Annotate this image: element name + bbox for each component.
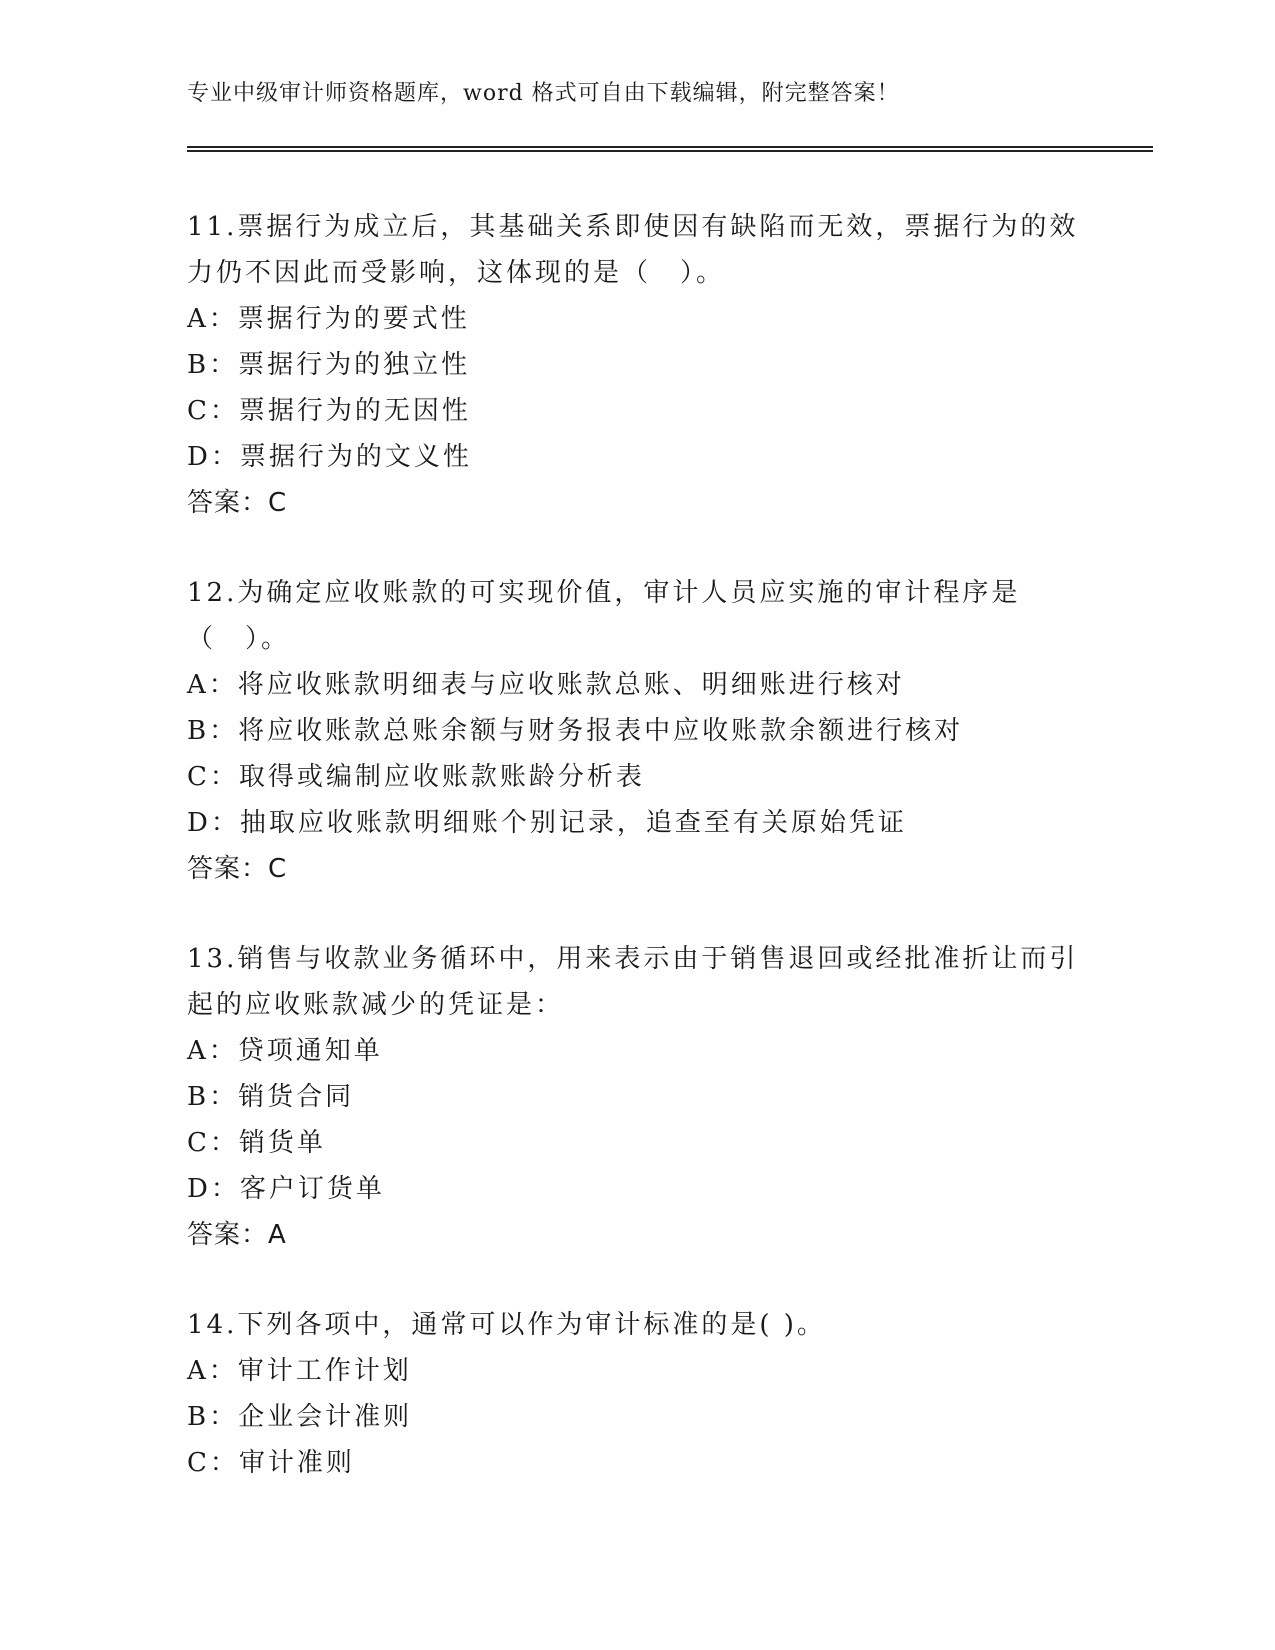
option-d: D：票据行为的文义性	[187, 442, 472, 472]
option-a: A：票据行为的要式性	[187, 304, 470, 334]
option-c: C：审计准则	[187, 1448, 355, 1478]
answer: 答案：A	[187, 1220, 287, 1250]
option-d: D：抽取应收账款明细账个别记录，追查至有关原始凭证	[187, 808, 907, 838]
option-a: A：审计工作计划	[187, 1356, 412, 1386]
question-12	[187, 570, 1087, 892]
option-d: D：客户订货单	[187, 1174, 385, 1204]
option-a: A：将应收账款明细表与应收账款总账、明细账进行核对	[187, 670, 905, 700]
header-divider	[187, 146, 1153, 148]
question-14	[187, 1302, 1087, 1486]
option-a: A：贷项通知单	[187, 1036, 383, 1066]
question-list	[187, 204, 1087, 1530]
answer: 答案：C	[187, 488, 288, 518]
question-stem: 14.下列各项中，通常可以作为审计标准的是( )。	[187, 1310, 826, 1340]
option-b: B：企业会计准则	[187, 1402, 413, 1432]
option-b: B：票据行为的独立性	[187, 350, 471, 380]
question-13	[187, 936, 1087, 1258]
option-b: B：销货合同	[187, 1082, 355, 1112]
question-stem: 11.票据行为成立后，其基础关系即使因有缺陷而无效，票据行为的效力仍不因此而受影响，这体现的是（ ）。	[187, 212, 1079, 288]
answer: 答案：C	[187, 854, 288, 884]
option-b: B：将应收账款总账余额与财务报表中应收账款余额进行核对	[187, 716, 964, 746]
question-stem: 12.为确定应收账款的可实现价值，审计人员应实施的审计程序是（ ）。	[187, 578, 1021, 654]
option-c: C：销货单	[187, 1128, 326, 1158]
option-c: C：票据行为的无因性	[187, 396, 471, 426]
question-11	[187, 204, 1087, 526]
question-stem: 13.销售与收款业务循环中，用来表示由于销售退回或经批准折让而引起的应收账款减少的凭证是：	[187, 944, 1079, 1020]
option-c: C：取得或编制应收账款账龄分析表	[187, 762, 645, 792]
header-divider-secondary	[187, 150, 1153, 152]
page-header: 专业中级审计师资格题库，word 格式可自由下载编辑，附完整答案！	[187, 81, 900, 106]
